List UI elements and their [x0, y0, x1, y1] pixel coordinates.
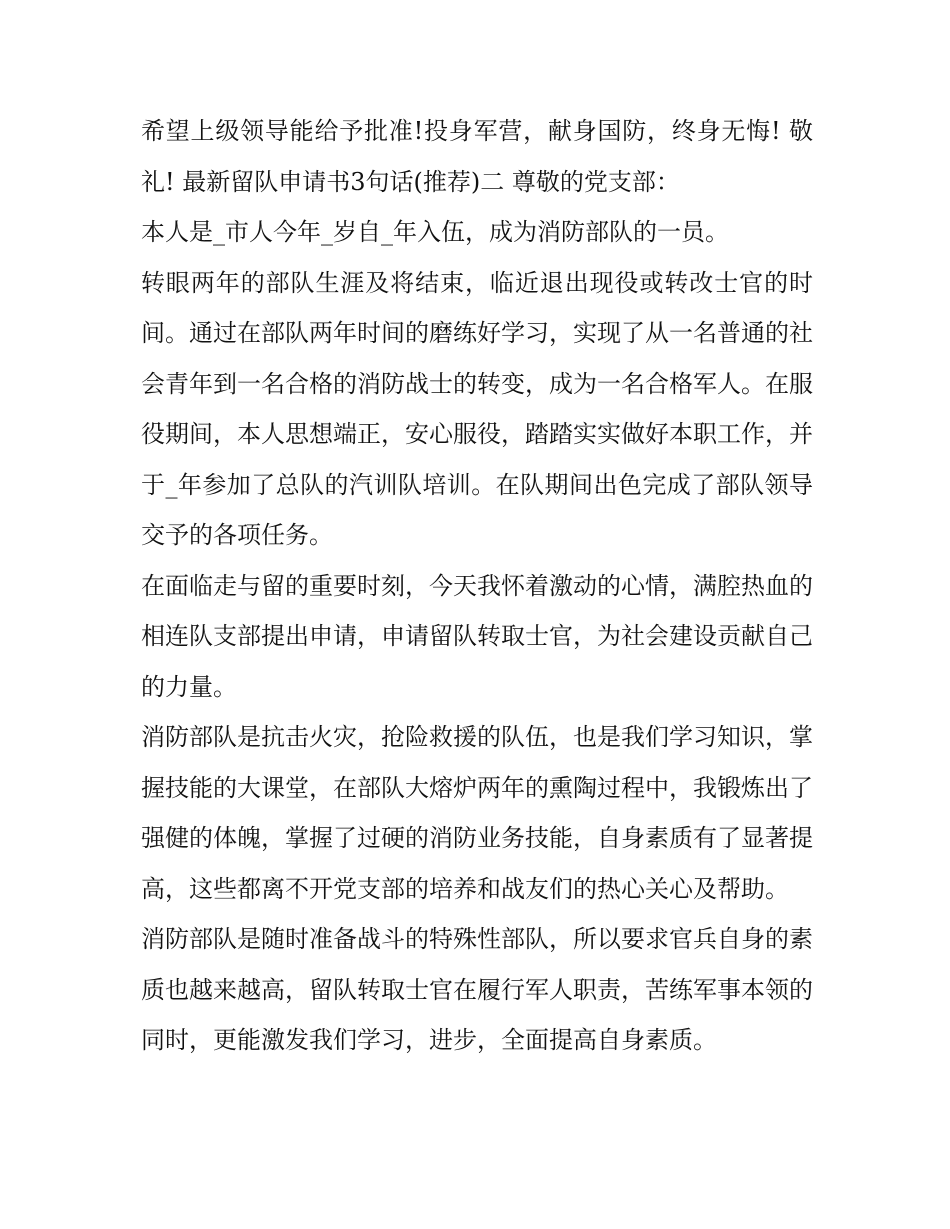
document-body	[141, 106, 813, 1066]
paragraph-introduction: 本人是_市人今年_岁自_年入伍，成为消防部队的一员。	[141, 218, 729, 246]
paragraph-growth: 消防部队是抗击火灾，抢险救援的队伍，也是我们学习知识，掌握技能的大课堂，在部队大熔炉两年的熏陶过程中，我锻炼出了强健的体魄，掌握了过硬的消防业务技能，自身素质有了显著提高，这些都离不开党支部的培养和战友们的热心关心及帮助。	[141, 723, 813, 903]
paragraph-application: 在面临走与留的重要时刻，今天我怀着激动的心情，满腔热血的相连队支部提出申请，申请留队转取士官，为社会建设贡献自己的力量。	[141, 571, 813, 701]
paragraph-closing-and-heading: 希望上级领导能给予批准!投身军营，献身国防，终身无悔! 敬礼! 最新留队申请书3句话(推荐)二 尊敬的党支部：	[141, 117, 813, 196]
paragraph-motivation: 消防部队是随时准备战斗的特殊性部队，所以要求官兵自身的素质也越来越高，留队转取士官在履行军人职责，苦练军事本领的同时，更能激发我们学习，进步，全面提高自身素质。	[141, 925, 813, 1054]
paragraph-service-summary: 转眼两年的部队生涯及将结束，临近退出现役或转改士官的时间。通过在部队两年时间的磨练好学习，实现了从一名普通的社会青年到一名合格的消防战士的转变，成为一名合格军人。在服役期间，本人思想端正，安心服役，踏踏实实做好本职工作，并于_年参加了总队的汽训队培训。在队期间出色完成了部队领导交予的各项任务。	[141, 268, 813, 549]
